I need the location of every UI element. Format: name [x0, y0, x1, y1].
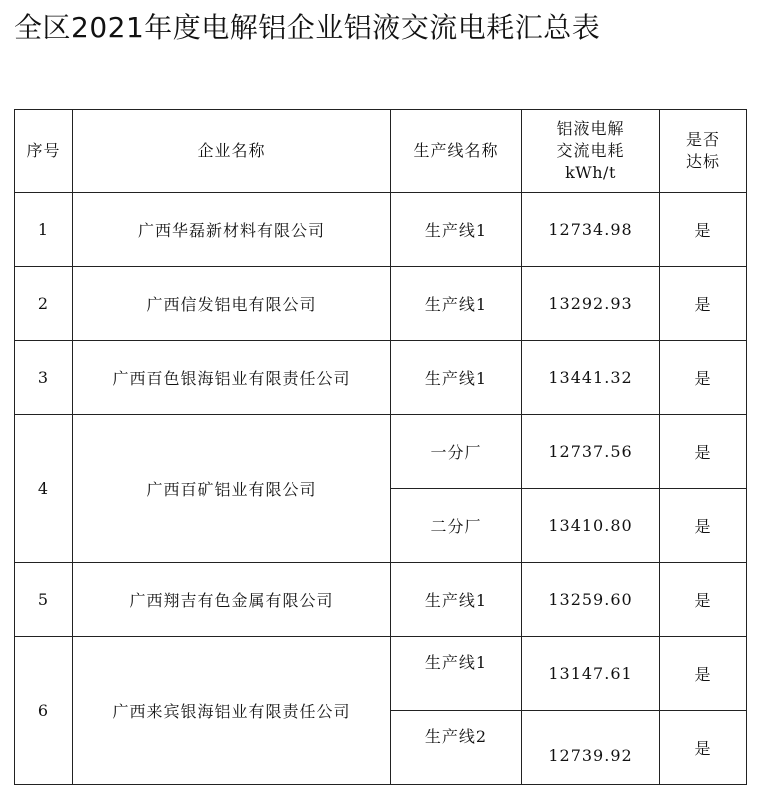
consumption-cell: 12734.98 [522, 193, 660, 267]
table-row [15, 637, 747, 711]
header-standard-line-1: 是否 [685, 130, 720, 149]
standard-cell: 是 [660, 341, 747, 415]
header-consumption [522, 110, 660, 193]
consumption-cell: 12737.56 [522, 415, 660, 489]
consumption-cell: 13259.60 [522, 563, 660, 637]
line-cell [391, 637, 522, 711]
company-cell: 广西翔吉有色金属有限公司 [73, 563, 391, 637]
line-cell: 生产线1 [391, 563, 522, 637]
line-cell: 二分厂 [391, 489, 522, 563]
line-cell [391, 711, 522, 785]
line-cell: 生产线1 [391, 193, 522, 267]
line-cell-label: 生产线1 [424, 653, 488, 672]
company-cell: 广西华磊新材料有限公司 [73, 193, 391, 267]
table-row [15, 563, 747, 637]
seq-cell: 4 [15, 415, 73, 563]
company-cell: 广西百色银海铝业有限责任公司 [73, 341, 391, 415]
company-cell: 广西来宾银海铝业有限责任公司 [73, 637, 391, 785]
seq-cell: 5 [15, 563, 73, 637]
line-cell: 一分厂 [391, 415, 522, 489]
page-title: 全区2021年度电解铝企业铝液交流电耗汇总表 [14, 11, 601, 44]
standard-cell: 是 [660, 415, 747, 489]
table-row [15, 267, 747, 341]
seq-cell: 2 [15, 267, 73, 341]
consumption-cell-value: 12739.92 [548, 746, 633, 765]
header-consumption-unit: kWh/t [565, 163, 616, 182]
line-cell: 生产线1 [391, 341, 522, 415]
standard-cell: 是 [660, 637, 747, 711]
company-cell: 广西百矿铝业有限公司 [73, 415, 391, 563]
company-cell: 广西信发铝电有限公司 [73, 267, 391, 341]
consumption-cell [522, 711, 660, 785]
line-cell-label: 生产线2 [424, 727, 488, 746]
table-header-row [15, 110, 747, 193]
consumption-cell: 13441.32 [522, 341, 660, 415]
line-cell: 生产线1 [391, 267, 522, 341]
consumption-cell: 13410.80 [522, 489, 660, 563]
consumption-cell: 13292.93 [522, 267, 660, 341]
table-row [15, 193, 747, 267]
header-line: 生产线名称 [391, 110, 522, 193]
seq-cell: 3 [15, 341, 73, 415]
seq-cell: 1 [15, 193, 73, 267]
standard-cell: 是 [660, 489, 747, 563]
header-standard-line-2: 达标 [685, 152, 720, 171]
header-standard [660, 110, 747, 193]
header-company: 企业名称 [73, 110, 391, 193]
seq-cell: 6 [15, 637, 73, 785]
header-seq: 序号 [15, 110, 73, 193]
standard-cell: 是 [660, 563, 747, 637]
standard-cell: 是 [660, 711, 747, 785]
consumption-cell: 13147.61 [522, 637, 660, 711]
table-row [15, 415, 747, 489]
summary-table [14, 109, 747, 785]
standard-cell: 是 [660, 267, 747, 341]
header-consumption-line-1: 铝液电解 [556, 119, 625, 138]
table-row [15, 341, 747, 415]
standard-cell: 是 [660, 193, 747, 267]
header-consumption-line-2: 交流电耗 [556, 141, 625, 160]
